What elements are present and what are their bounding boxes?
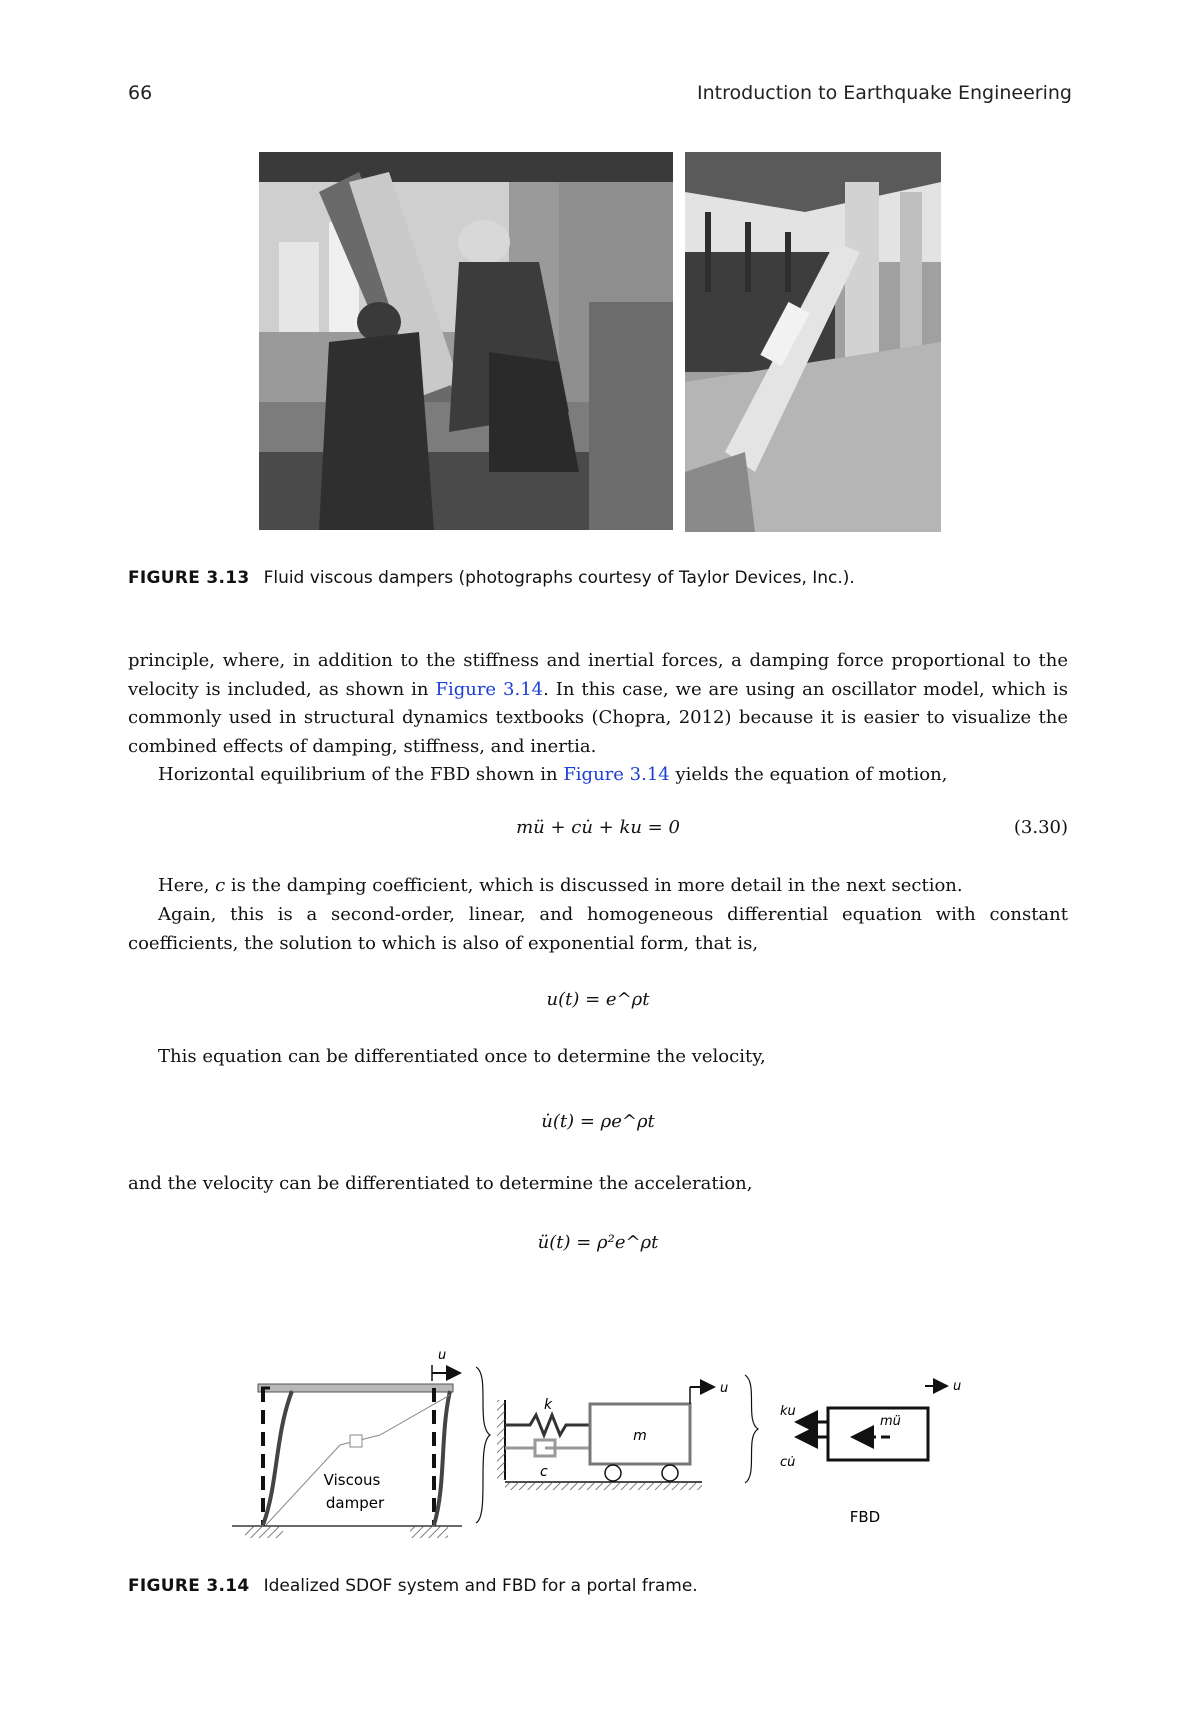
label-damper: damper [325,1494,385,1512]
running-title: Introduction to Earthquake Engineering [697,82,1072,104]
paragraph-4 [128,901,1068,958]
oscillator-model [497,1381,728,1490]
paragraph-3 [128,872,1068,901]
text: principle, where, in addition to the stiffness and inertial forces, a damping force proportional to the velocity is included, as shown in [128,650,1068,700]
equation-number: (3.30) [1013,817,1068,838]
text: and the velocity can be differentiated to determine the acceleration, [128,1173,753,1194]
label-ku: ku [780,1404,796,1419]
equation-text: u̇(t) = ρe^ρt [541,1111,655,1132]
text: yields the equation of motion, [669,764,948,785]
label-u-fbd: u [953,1379,962,1394]
figure-label: FIGURE 3.13 [128,568,250,588]
equation-text: ü(t) = ρ²e^ρt [537,1232,659,1253]
label-fbd: FBD [849,1508,881,1526]
text: Horizontal equilibrium of the FBD shown in [158,764,564,785]
paragraph-5 [128,1043,1068,1072]
equation-uddot [128,1232,1068,1260]
equation-udot [128,1111,1068,1139]
label-u-frame: u [438,1348,447,1363]
figure-3-13-caption [128,568,1072,588]
figure-link[interactable]: Figure 3.14 [563,764,670,785]
figure-label: FIGURE 3.14 [128,1576,250,1596]
equation-text: u(t) = e^ρt [546,989,650,1010]
label-viscous: Viscous [323,1471,381,1489]
label-cudot: cu̇ [780,1455,796,1470]
figure-3-14-caption [128,1576,1072,1596]
sdof-diagram [200,1325,1000,1555]
paragraph-2 [128,761,1068,790]
label-u-oscillator: u [720,1381,729,1396]
text: Here, [158,875,216,896]
text: Again, this is a second-order, linear, and homogeneous differential equation with constant coefficients, the solution to which is also of exponential form, that is, [128,904,1068,954]
symbol: c [215,875,226,896]
equation-3-30 [128,817,1068,845]
brace-left [476,1367,490,1523]
paragraph-1 [128,647,1068,761]
label-muddot: mü [880,1414,901,1429]
text: . In this case, we are using an oscillator model, which is commonly used in structural dynamics textbooks (Chopra, 2012) because it is easier to visualize the combined effects of damping, stiffness, and inertia. [128,678,1068,757]
label-m: m [633,1428,647,1444]
equation-text: mü + cu̇ + ku = 0 [516,817,680,838]
paragraph-6 [128,1170,1068,1199]
figure-link[interactable]: Figure 3.14 [435,678,544,700]
free-body-diagram [780,1379,961,1526]
label-k: k [544,1397,553,1413]
brace-right [745,1375,758,1483]
page-number: 66 [128,82,153,104]
text: This equation can be differentiated once to determine the velocity, [158,1046,766,1067]
photo-damper-installation [259,152,673,530]
caption-text: Idealized SDOF system and FBD for a portal frame. [263,1576,698,1596]
equation-u [128,989,1068,1017]
caption-text: Fluid viscous dampers (photographs courtesy of Taylor Devices, Inc.). [263,568,855,588]
photo-installed-damper [685,152,941,532]
portal-frame [232,1348,462,1538]
running-head [128,82,1072,112]
label-c: c [540,1464,548,1480]
text: is the damping coefficient, which is discussed in more detail in the next section. [225,875,963,896]
